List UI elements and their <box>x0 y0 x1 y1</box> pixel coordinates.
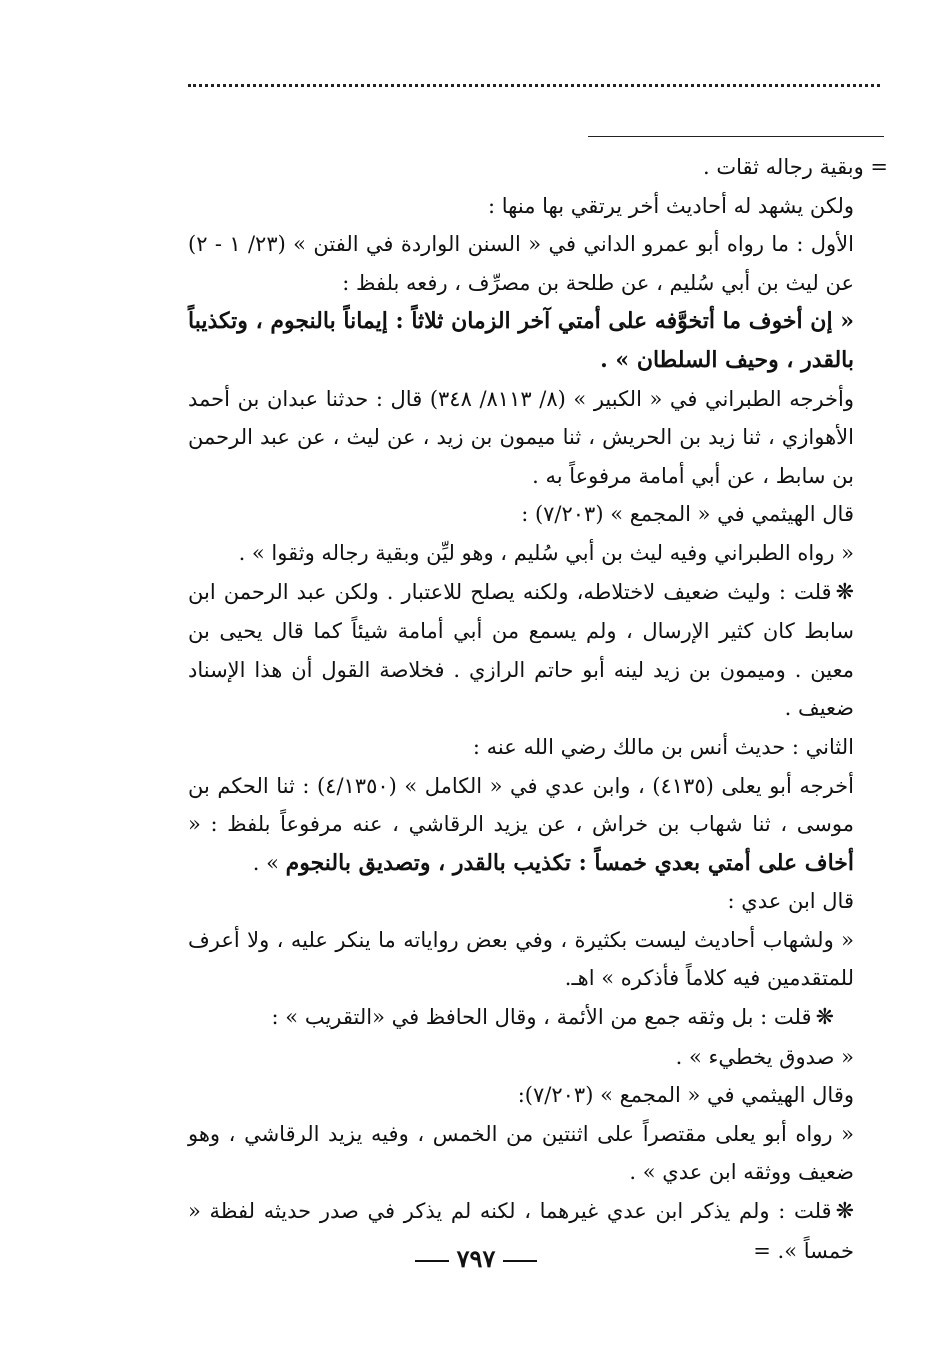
paragraph: وأخرجه الطبراني في « الكبير » (٨/ ٨١١٣/ ٣٤٨) قال : حدثنا عبدان بن أحمد الأهوازي ، ثنا زيد بن الحريش ، ثنا ميمون بن زيد ، عن ليث ، عن عبد الرحمن بن سابط ، عن أبي أمامة مرفوعاً به . <box>188 386 854 488</box>
hadith-quote: أخاف على أمتي بعدي خمساً : تكذيب بالقدر ، وتصديق بالنجوم <box>285 849 854 876</box>
paragraph: « رواه الطبراني وفيه ليث بن أبي سُليم ، وهو ليِّن وبقية رجاله وثقوا » . <box>238 540 854 565</box>
page-number-dash <box>415 1260 449 1262</box>
paragraph: الأول : ما رواه أبو عمرو الداني في « السنن الواردة في الفتن » (٢٣/ ١ - ٢) عن ليث بن أبي سُليم ، عن طلحة بن مصرِّف ، رفعه بلفظ : <box>188 232 854 295</box>
paragraph: « رواه أبو يعلى مقتصراً على اثنتين من الخمس ، وفيه يزيد الرقاشي ، وهو ضعيف ووثقه ابن عدي » . <box>188 1121 854 1185</box>
paragraph: ❋قلت : ولم يذكر ابن عدي غيرهما ، لكنه لم يذكر في صدر حديثه لفظة « خمساً ». = <box>188 1199 854 1263</box>
paragraph: ولكن يشهد له أحاديث أخر يرتقي بها منها : <box>488 193 854 218</box>
hadith-quote: « إن أخوف ما أتخوَّفه على أمتي آخر الزمان ثلاثاً : إيماناً بالنجوم ، وتكذيباً بالقدر ، وحيف السلطان » . <box>188 308 855 373</box>
paragraph: « صدوق يخطيء » . <box>675 1044 854 1069</box>
paragraph: وقال الهيثمي في « المجمع » (٧/٢٠٣): <box>517 1083 854 1108</box>
paragraph: قال الهيثمي في « المجمع » (٧/٢٠٣) : <box>521 502 854 527</box>
star-ornament-icon: ❋ <box>835 1199 854 1225</box>
paragraph: قال ابن عدي : <box>727 889 854 914</box>
page-number: ٧٩٧ <box>0 1244 952 1273</box>
paragraph: أخرجه أبو يعلى (٤١٣٥) ، وابن عدي في « الكامل » (٤/١٣٥٠) : ثنا الحكم بن موسى ، ثنا شهاب بن خراش ، عن يزيد الرقاشي ، عنه مرفوعاً بلفظ : « أخاف على أمتي بعدي خمساً : تكذيب بالقدر ، وتصديق بالنجوم » . <box>188 773 854 876</box>
star-ornament-icon: ❋ <box>815 1005 834 1031</box>
header-dotted-rule <box>188 84 880 87</box>
footnote-separator-rule <box>588 136 884 137</box>
page-number-dash <box>503 1260 537 1262</box>
paragraph: ❋قلت : بل وثقه جمع من الأئمة ، وقال الحافظ في «التقريب » : <box>271 1005 834 1031</box>
main-text <box>188 148 888 1270</box>
star-ornament-icon: ❋ <box>835 579 854 605</box>
paragraph: ❋قلت : وليث ضعيف لاختلاطه، ولكنه يصلح للاعتبار . ولكن عبد الرحمن ابن سابط كان كثير الإرسال ، ولم يسمع من أبي أمامة شيئاً كما قال يحيى بن معين . وميمون بن زيد لينه أبو حاتم الرازي . فخلاصة القول أن هذا الإسناد ضعيف . <box>188 579 854 721</box>
paragraph: الثاني : حديث أنس بن مالك رضي الله عنه : <box>472 734 854 759</box>
paragraph: = وبقية رجاله ثقات . <box>703 155 888 179</box>
paragraph: « ولشهاب أحاديث ليست بكثيرة ، وفي بعض رواياته ما ينكر عليه ، ولا أعرف للمتقدمين فيه كلاماً فأذكره » اهـ. <box>188 927 854 991</box>
